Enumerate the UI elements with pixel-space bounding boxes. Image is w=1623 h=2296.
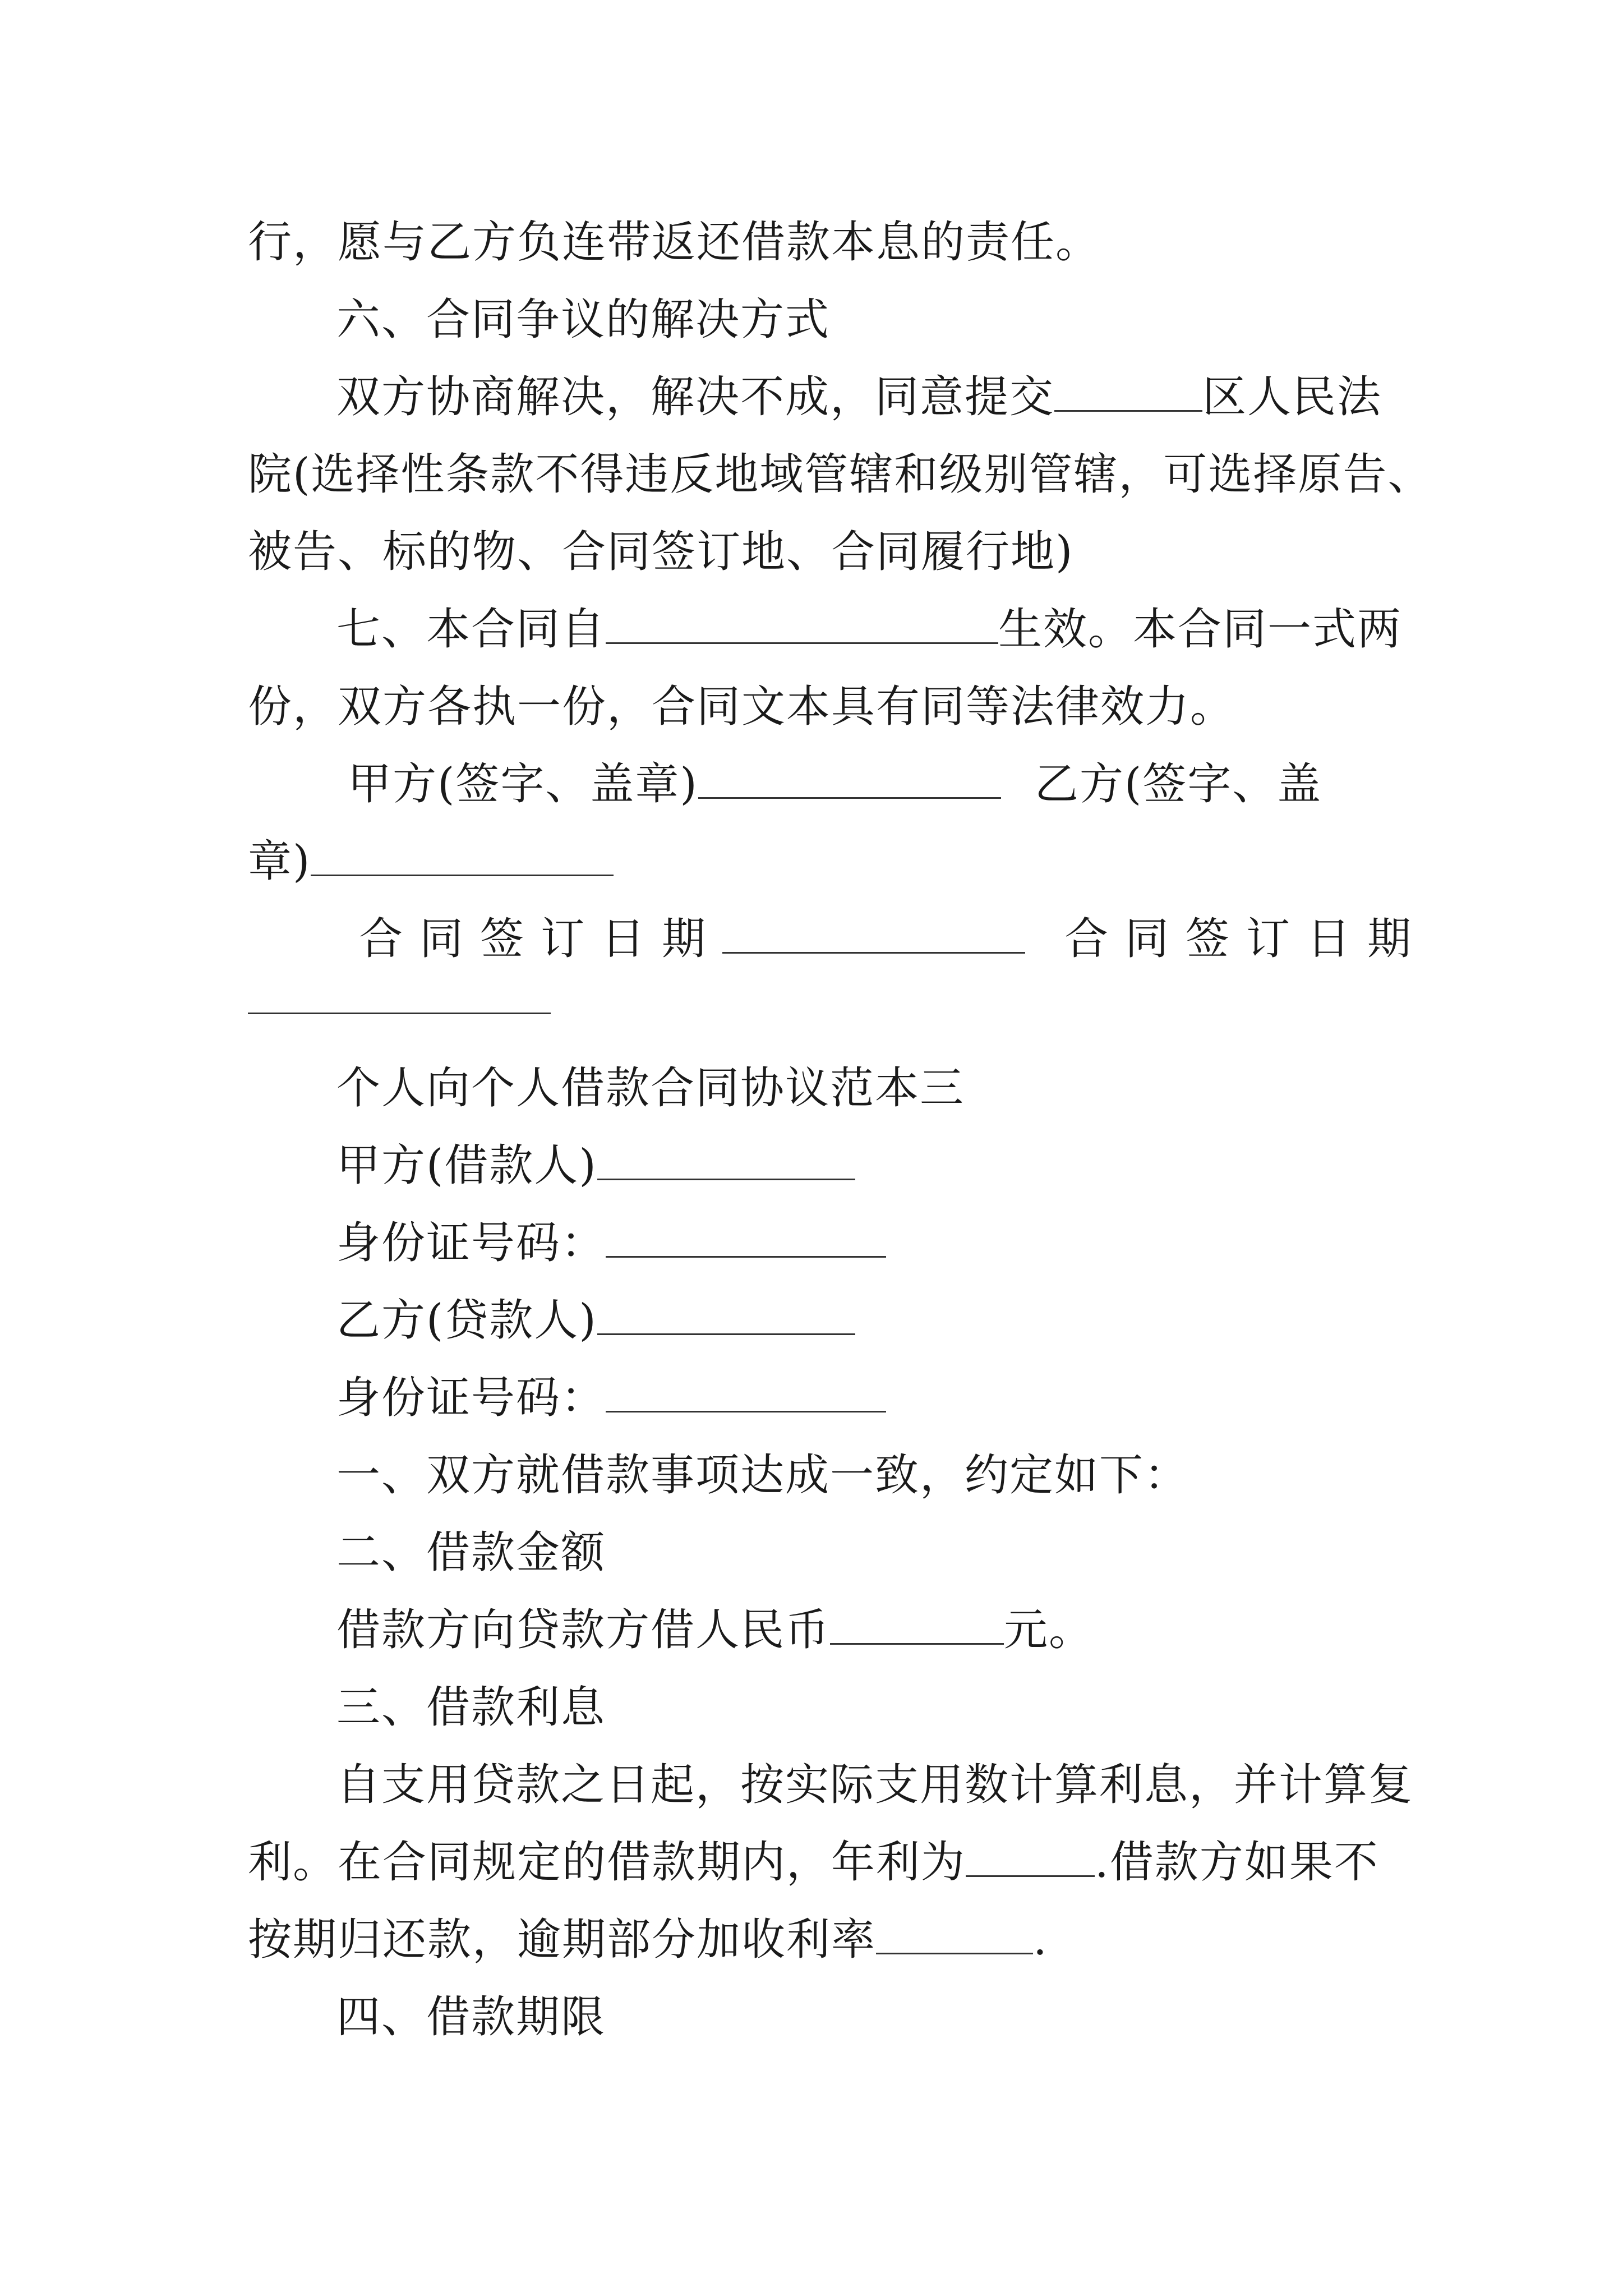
blank-line	[830, 1603, 1004, 1645]
blank-line	[597, 1293, 855, 1335]
blank-line	[248, 972, 551, 1014]
text-span: 合同签订日期	[359, 914, 723, 964]
text-span: 行，愿与乙方负连带返还借款本息的责任。	[248, 217, 1101, 268]
blank-line	[606, 1216, 886, 1258]
text-span: 四、借款期限	[336, 1992, 606, 2042]
blank-line	[1054, 370, 1202, 412]
party-line	[336, 1138, 1392, 1194]
signature-line	[348, 756, 1392, 812]
text-span: 生效。本合同一式两	[998, 604, 1403, 655]
text-line	[248, 524, 1392, 580]
text-line	[248, 1834, 1392, 1890]
text-span: 双方协商解决，解决不成，同意提交	[336, 372, 1055, 422]
section-heading	[336, 1989, 1392, 2045]
section-heading	[336, 1680, 1392, 1736]
id-line	[336, 1215, 1392, 1271]
text-line	[248, 679, 1392, 735]
party-line	[336, 1292, 1392, 1349]
text-span: 六、合同争议的解决方式	[336, 295, 831, 345]
text-span: 身份证号码：	[336, 1373, 606, 1423]
date-line	[359, 911, 1428, 967]
text-span: 一、双方就借款事项达成一致，约定如下：	[336, 1450, 1189, 1501]
blank-line	[876, 1912, 1033, 1954]
blank-only-line	[248, 972, 1392, 1028]
blank-line	[966, 1835, 1095, 1877]
text-span: 合同签订日期	[1064, 914, 1428, 964]
section-heading	[336, 1060, 1392, 1116]
blank-line	[606, 602, 998, 644]
text-span: 二、借款金额	[336, 1527, 606, 1578]
text-span: 章)	[248, 836, 311, 887]
text-span: 甲方(借款人)	[336, 1140, 597, 1191]
text-span: 乙方(贷款人)	[336, 1295, 597, 1346]
text-line	[336, 1447, 1392, 1503]
text-span: .	[1033, 1915, 1048, 1965]
blank-line	[722, 912, 1025, 954]
text-span: 三、借款利息	[336, 1682, 606, 1733]
text-span: 乙方(签字、盖	[1034, 759, 1322, 809]
text-span: 按期归还款，逾期部分加收利率	[248, 1915, 877, 1965]
text-line	[336, 1757, 1414, 1813]
text-span: 甲方(签字、盖章)	[348, 759, 698, 809]
text-span: .借款方如果不	[1095, 1837, 1379, 1888]
text-line	[336, 369, 1392, 425]
blank-line	[311, 834, 614, 876]
text-span: 被告、标的物、合同签订地、合同履行地)	[248, 527, 1074, 577]
text-line	[336, 601, 1403, 657]
id-line	[336, 1370, 1392, 1426]
text-line	[248, 1912, 1392, 1968]
section-heading	[336, 292, 1392, 348]
blank-line	[606, 1370, 886, 1412]
text-span: 七、本合同自	[336, 604, 606, 655]
text-span: 借款方向贷款方借人民币	[336, 1605, 831, 1655]
text-span: 元。	[1004, 1605, 1094, 1655]
blank-line	[698, 757, 1001, 799]
text-line	[248, 447, 1433, 503]
text-span: 个人向个人借款合同协议范本三	[336, 1063, 965, 1114]
text-line	[248, 214, 1392, 270]
text-span: 份，双方各执一份，合同文本具有同等法律效力。	[248, 682, 1235, 732]
section-heading	[336, 1525, 1392, 1581]
text-span: 自支用贷款之日起，按实际支用数计算利息，并计算复	[336, 1760, 1414, 1810]
signature-line	[248, 834, 1392, 890]
text-span: 利。在合同规定的借款期内，年利为	[248, 1837, 966, 1888]
text-span: 身份证号码：	[336, 1218, 606, 1268]
text-span: 院(选择性条款不得违反地域管辖和级别管辖，可选择原告、	[248, 449, 1433, 500]
text-span: 区人民法	[1202, 372, 1382, 422]
blank-line	[597, 1138, 855, 1180]
text-line	[336, 1602, 1392, 1658]
